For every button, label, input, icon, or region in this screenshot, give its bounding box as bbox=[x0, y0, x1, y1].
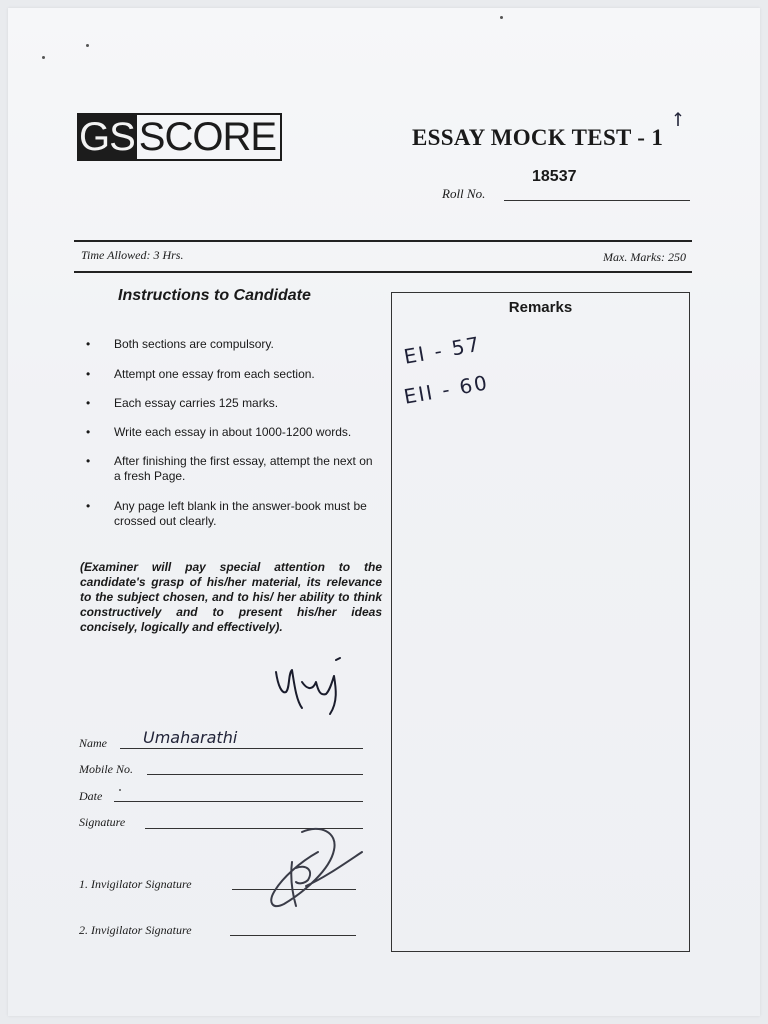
remarks-box bbox=[391, 292, 690, 952]
bullet-icon: • bbox=[86, 425, 91, 439]
instruction-text: After finishing the first essay, attempt the next on a fresh Page. bbox=[114, 454, 373, 483]
bullet-icon: • bbox=[86, 454, 91, 468]
date-field-line[interactable] bbox=[114, 801, 363, 802]
roll-number-field-line bbox=[504, 200, 690, 201]
logo-score-text: SCORE bbox=[137, 113, 282, 161]
invigilator-2-label: 2. Invigilator Signature bbox=[79, 923, 192, 937]
remarks-title: Remarks bbox=[508, 299, 573, 316]
candidate-initial-scribble bbox=[268, 652, 358, 722]
scan-speck bbox=[86, 44, 89, 47]
gs-score-logo bbox=[77, 113, 282, 161]
remark-score-2: EII - 60 bbox=[401, 370, 491, 409]
bullet-icon: • bbox=[86, 396, 91, 410]
date-pen-dot bbox=[119, 789, 121, 791]
pen-tick-mark bbox=[672, 112, 684, 128]
instruction-text: Write each essay in about 1000-1200 words. bbox=[114, 425, 352, 439]
instruction-text: Each essay carries 125 marks. bbox=[114, 396, 279, 410]
scan-speck bbox=[500, 16, 503, 19]
name-field-line[interactable] bbox=[120, 748, 363, 749]
time-allowed: Time Allowed: 3 Hrs. bbox=[81, 248, 184, 262]
top-rule bbox=[74, 240, 692, 242]
scan-speck bbox=[42, 56, 45, 59]
name-value: Umaharathi bbox=[143, 728, 238, 747]
invigilator-signature-scribble bbox=[262, 822, 370, 914]
date-label: Date bbox=[79, 789, 103, 803]
bullet-icon: • bbox=[86, 367, 91, 381]
name-label: Name bbox=[79, 736, 107, 750]
instruction-text: Attempt one essay from each section. bbox=[114, 367, 315, 381]
instruction-text: Both sections are compulsory. bbox=[114, 337, 274, 351]
bullet-icon: • bbox=[86, 337, 91, 351]
instruction-text: Any page left blank in the answer-book must be crossed out clearly. bbox=[114, 499, 367, 528]
invigilator-2-field-line[interactable] bbox=[230, 935, 356, 936]
examiner-note: (Examiner will pay special attention to the candidate's grasp of his/her material, its relevance to the subject chosen, and to his/ her ability to think constructively and to present his/her ideas concisely, logically and effectively). bbox=[80, 560, 382, 634]
roll-label: Roll No. bbox=[442, 186, 486, 201]
bottom-rule bbox=[74, 271, 692, 273]
invigilator-1-label: 1. Invigilator Signature bbox=[79, 877, 192, 891]
signature-label: Signature bbox=[79, 815, 126, 829]
roll-number: 18537 bbox=[532, 168, 577, 185]
instructions-heading: Instructions to Candidate bbox=[118, 287, 311, 304]
logo-gs-text: GS bbox=[79, 115, 135, 159]
mobile-field-line[interactable] bbox=[147, 774, 363, 775]
max-marks: Max. Marks: 250 bbox=[603, 250, 686, 264]
remark-score-1: EI - 57 bbox=[401, 331, 483, 369]
bullet-icon: • bbox=[86, 499, 91, 513]
test-title: ESSAY MOCK TEST - 1 bbox=[412, 125, 664, 150]
mobile-label: Mobile No. bbox=[79, 762, 133, 776]
